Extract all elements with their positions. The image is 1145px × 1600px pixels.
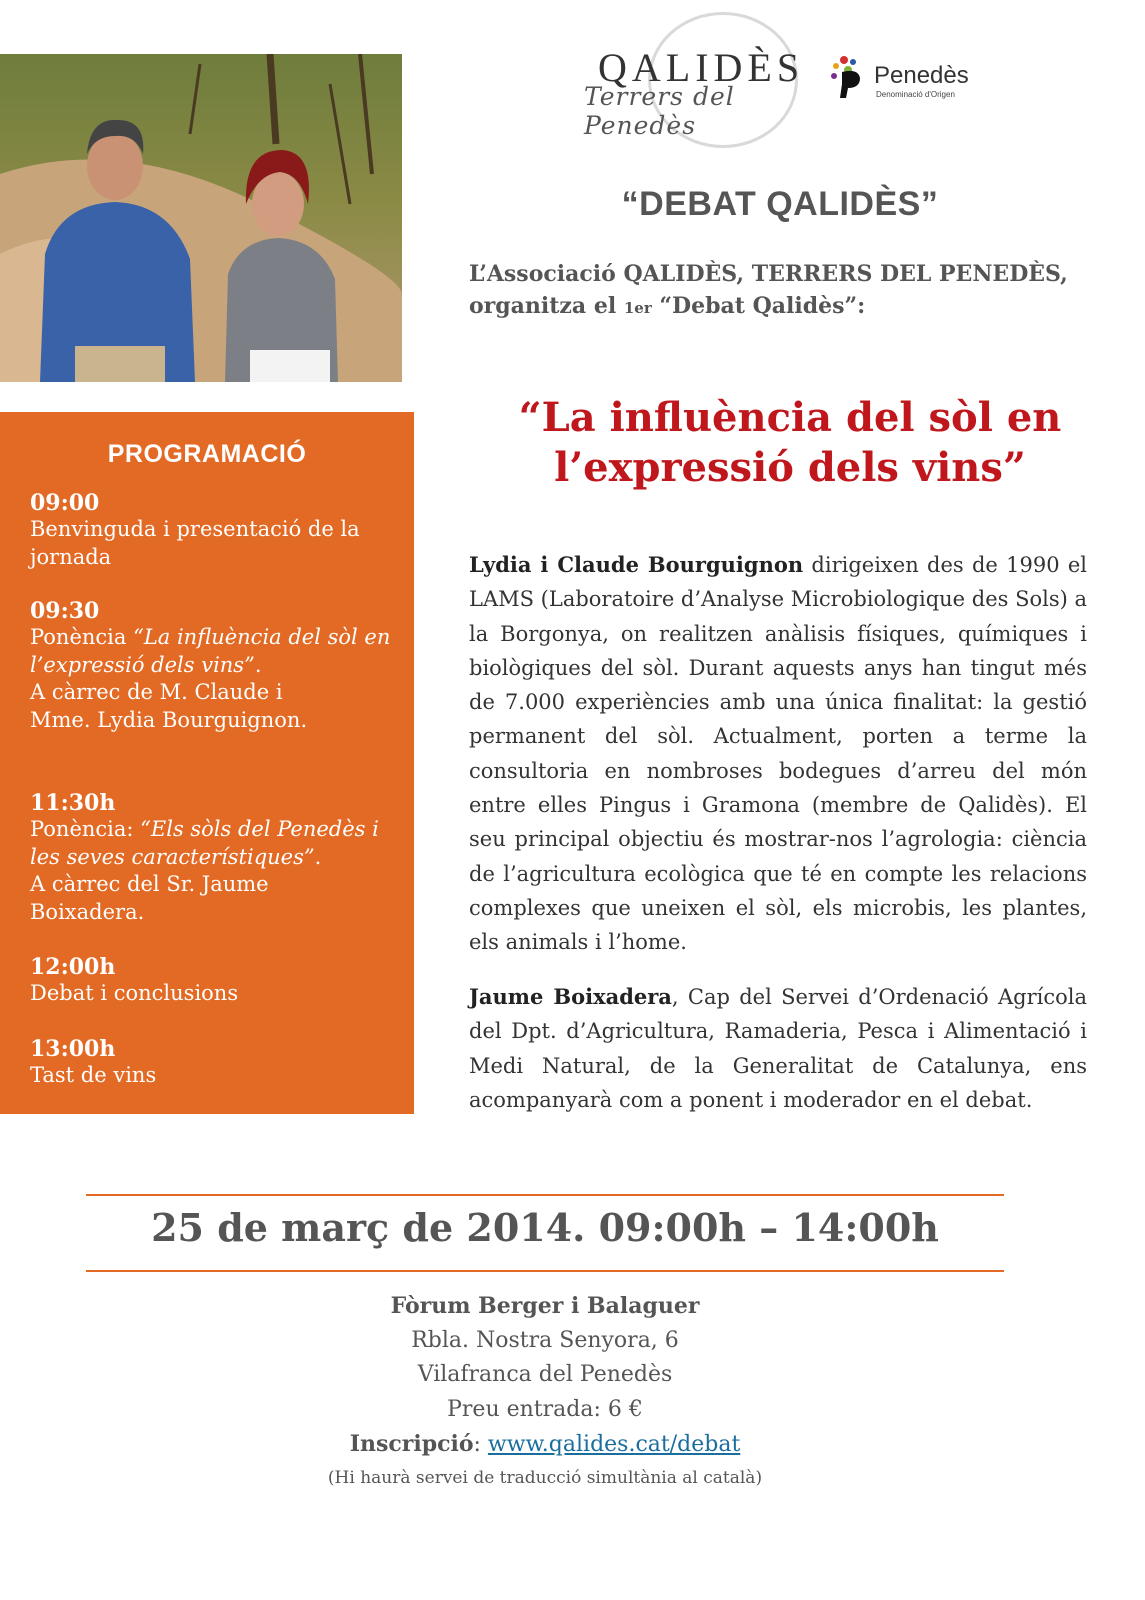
programme-time: 09:00 [30,490,100,516]
inscription-label: Inscripció [349,1431,474,1457]
programme-panel [0,412,414,1114]
programme-desc-line: jornada [30,544,112,569]
venue-city: Vilafranca del Penedès [417,1362,673,1387]
programme-item [30,954,400,1008]
talk-suffix: . [254,652,262,677]
date-rule-top [86,1194,1004,1196]
programme-desc-line: A càrrec de M. Claude i [30,680,283,704]
programme-item [30,598,400,734]
programme-desc-line: A càrrec del Sr. Jaume [30,872,269,896]
programme-desc-line: Benvinguda i presentació de la [30,517,360,541]
penedes-logo-name: Penedès [874,62,969,89]
qalides-logo [578,8,808,148]
penedes-logo-subtitle: Denominació d'Origen [876,90,955,99]
ticket-price: Preu entrada: 6 € [447,1396,643,1422]
penedes-do-logo [826,52,986,102]
event-date-time: 25 de març de 2014. 09:00h – 14:00h [151,1205,939,1250]
speaker-boixadera-paragraph [469,980,1087,1117]
programme-desc [30,624,400,734]
date-rule-bottom [86,1270,1004,1272]
programme-item [30,490,400,571]
qalides-logo-brand: QALIDÈS [598,45,805,90]
association-line-2-a: organitza el [469,293,624,319]
association-line-2-ordinal: 1er [623,299,652,317]
venue-name: Fòrum Berger i Balaguer [390,1293,700,1319]
programme-time: 12:00h [30,954,116,980]
qalides-logo-tagline: Terrers del Penedès [584,82,735,140]
programme-time: 09:30 [30,598,100,624]
programme-desc [30,516,400,571]
programme-desc-line: Boixadera. [30,899,145,924]
talk-title: “La influència del sòl en l’expressió dels vins” [30,625,391,677]
speaker-boixadera-name: Jaume Boixadera [469,984,672,1009]
speakers-photo-illustration [0,54,402,382]
talk-suffix: . [314,844,322,869]
inscription-link[interactable]: www.qalides.cat/debat [487,1432,741,1457]
association-intro [469,258,1109,324]
association-line-2 [469,290,1109,324]
association-line-1: L’Associació QALIDÈS, TERRERS DEL PENEDÈS, [469,261,1068,287]
speakers-bourguignon-name: Lydia i Claude Bourguignon [469,552,804,577]
programme-time: 11:30h [30,790,116,816]
programme-desc [30,816,400,926]
inscription-colon: : [473,1432,488,1457]
programme-desc: Debat i conclusions [30,981,239,1005]
programme-item [30,790,400,926]
speaker-boixadera-text: , Cap del Servei d’Ordenació Agrícola del Dpt. d’Agricultura, Ramaderia, Pesca i Alimentació i Medi Natural, de la Generalitat de Catalunya, ens acompanyarà com a ponent i moderador en el debat. [469,985,1088,1112]
programme-time: 13:00h [30,1036,116,1062]
translation-note: (Hi haurà servei de traducció simultània al català) [327,1467,763,1488]
programme-item [30,1036,400,1090]
programme-desc-talk [30,816,400,871]
penedes-grape-icon [826,54,872,100]
inscription-line [250,1427,840,1463]
programme-desc: Tast de vins [30,1063,157,1087]
main-title-line-1: “La influència del sòl en [518,394,1062,441]
venue-info [250,1289,840,1493]
speakers-bourguignon-text: dirigeixen des de 1990 el LAMS (Laboratoire d’Analyse Microbiologique des Sols) a la Borgonya, on realitzen anàlisis físiques, químiques i biològiques del sòl. Durant aquests anys han tingut més de 7.000 experiències amb una única finalitat: la gestió permanent del sòl. Actualment, porten a terme la consultoria en nombroses bodegues d’arreu del món entre elles Pingus i Gramona (membre de Qalidès). El seu principal objectiu és mostrar-nos l’agrologia: ciència de l’agricultura ecològica que té en compte les relacions complexes que uneixen el sòl, els microbis, les plantes, els animals i l’home. [469,553,1087,955]
speakers-bourguignon-paragraph [469,548,1087,960]
debate-main-title [440,393,1140,493]
programme-desc-talk [30,624,400,679]
debat-title: “DEBAT QALIDÈS” [621,185,939,223]
talk-prefix: Ponència [30,625,134,649]
talk-title: “Els sòls del Penedès i les seves característiques” [30,817,379,869]
programme-heading: PROGRAMACIÓ [107,440,307,468]
association-line-2-c: “Debat Qalidès”: [651,293,866,319]
venue-street: Rbla. Nostra Senyora, 6 [411,1327,679,1353]
programme-desc-line: Mme. Lydia Bourguignon. [30,707,308,732]
speakers-photo [0,54,402,382]
talk-prefix: Ponència: [30,817,141,841]
main-title-line-2: l’expressió dels vins” [554,444,1026,491]
